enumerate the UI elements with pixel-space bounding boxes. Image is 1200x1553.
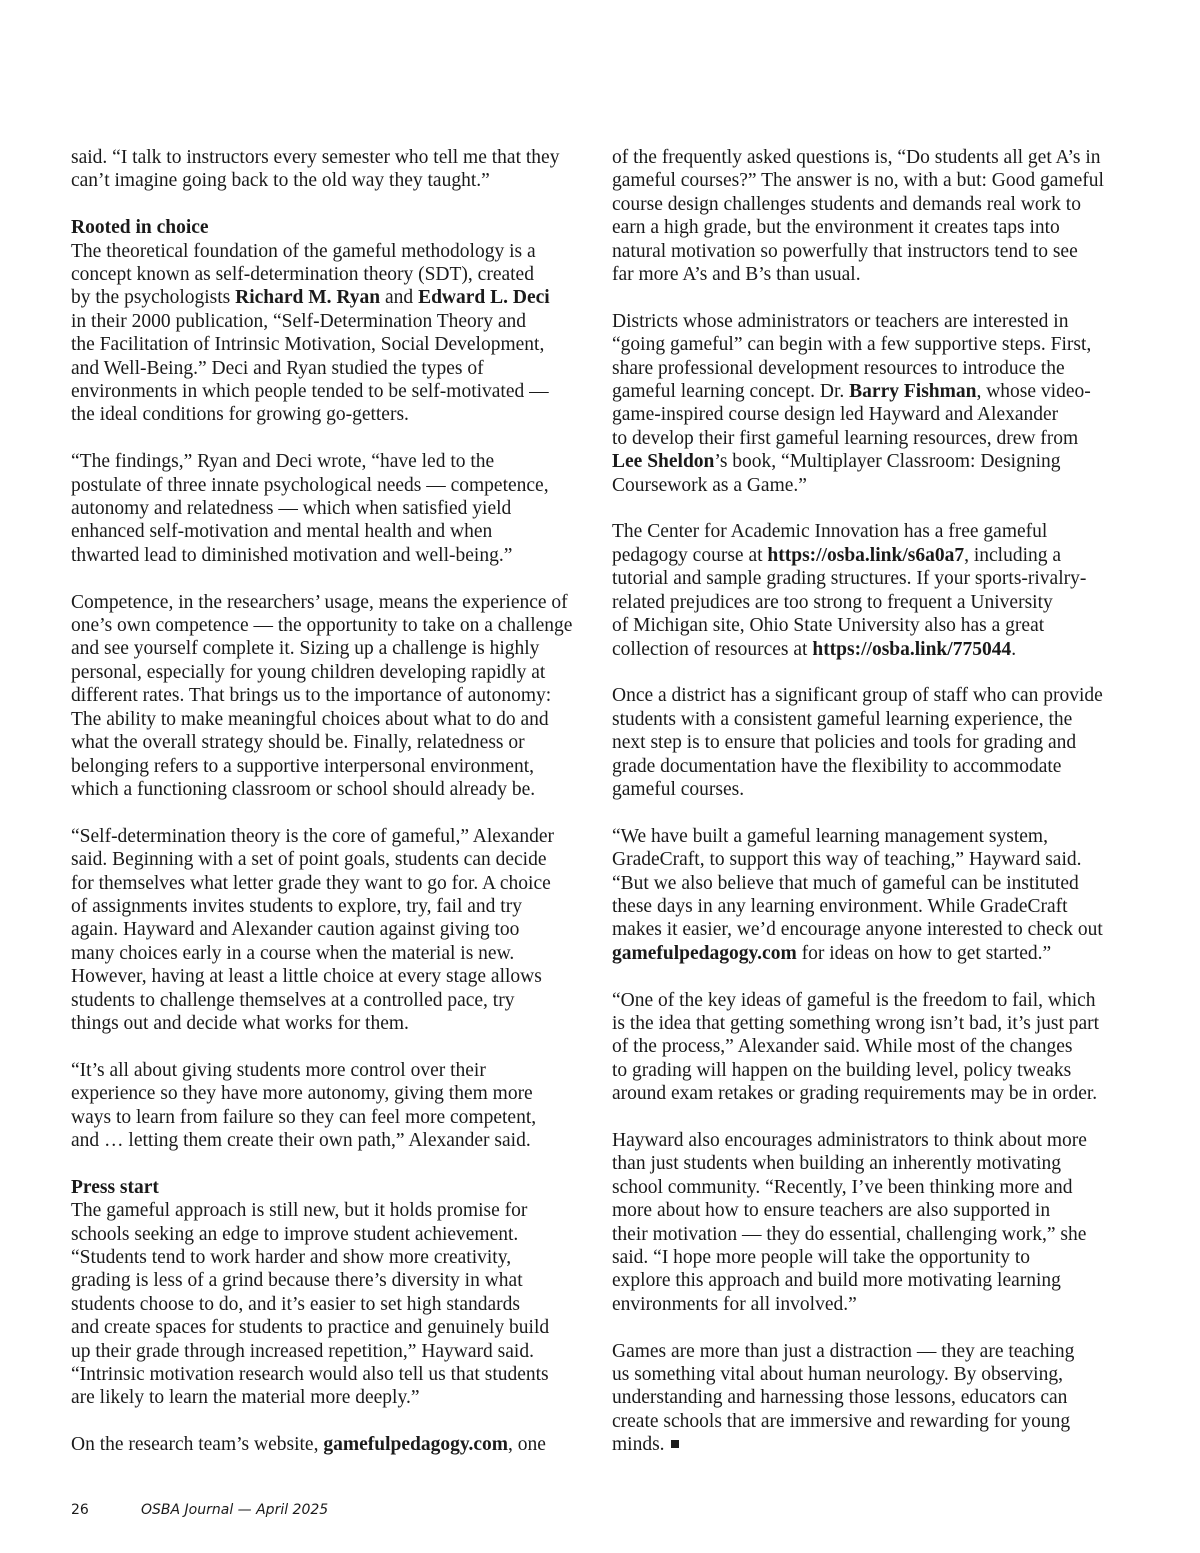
paragraph: The gameful approach is still new, but it holds promise for schools seeking an edge to improve student achievement. “Students tend to work harder and show more creativity, grading is less of a grind because there’s diversity in what students choose to do, and it’s easier to set high standards and create spaces for students to practice and genuinely build up their grade through increased repetition,” Hayward said. “Intrinsic motivation research would also tell us that students are likely to learn the material more deeply.” — [71, 1200, 550, 1409]
link-osba-s6a0a7: https://osba.link/s6a0a7 — [767, 544, 965, 566]
paragraph: Hayward also encourages administrators to think about more than just students when building an inherently motivating school community. “Recently, I’ve been thinking more and more about how to ensure teachers are also supported in their motivation — they do essential, challenging work,” she said. “I hope more people will take the opportunity to explore this approach and build more motivating learning environments for all involved.” — [612, 1129, 1087, 1315]
journal-title: OSBA Journal — April 2025 — [141, 1502, 329, 1518]
website-gamefulpedagogy: gamefulpedagogy.com — [612, 942, 797, 964]
end-of-article-icon — [671, 1440, 679, 1448]
right-column — [612, 146, 1134, 1457]
paragraph: “It’s all about giving students more control over their experience so they have more autonomy, giving them more ways to learn from failure so they can feel more competent, and … letting them create their own path,” Alexander said. — [71, 1059, 537, 1151]
paragraph: Districts whose administrators or teachers are interested in “going gameful” can begin with a few supportive steps. First, share professional development resources to introduce the gameful learning concept. Dr. Barry Fishman, whose video- game-inspired course design led Hayward and Alexander to develop their first gameful learning resources, drew from Lee Sheldon’s book, “Multiplayer Classroom: Designing Coursework as a Game.” — [612, 310, 1092, 496]
paragraph: of the frequently asked questions is, “Do students all get A’s in gameful courses?” The answer is no, with a but: Good gameful course design challenges students and demands real work to earn a high grade, but the environment it creates taps into natural motivation so powerfully that instructors tend to see far more A’s and B’s than usual. — [612, 147, 1104, 286]
paragraph: said. “I talk to instructors every semester who tell me that they can’t imagine going back to the old way they taught.” — [71, 147, 560, 192]
paragraph: Games are more than just a distraction — they are teaching us something vital about human neurology. By observing, understanding and harnessing those lessons, educators can create schools that are immersive and rewarding for young minds. — [612, 1340, 1075, 1456]
name-lee-sheldon: Lee Sheldon — [612, 451, 715, 473]
name-edward-deci: Edward L. Deci — [418, 287, 550, 309]
page-footer — [71, 1502, 328, 1518]
paragraph: “We have built a gameful learning management system, GradeCraft, to support this way of teaching,” Hayward said. “But we also believe that much of gameful can be instituted these days in any learning environment. While GradeCraft makes it easier, we’d encourage anyone interested to check out gamefulpedagogy.com for ideas on how to get started.” — [612, 825, 1103, 964]
name-barry-fishman: Barry Fishman — [849, 381, 977, 403]
paragraph: The Center for Academic Innovation has a free gameful pedagogy course at https://osba.link/s6a0a7, including a tutorial and sample grading structures. If your sports-rivalry- related prejudices are too strong to frequent a University of Michigan site, Ohio State University also has a great collection of resources at https://osba.link/775044. — [612, 521, 1087, 660]
website-gamefulpedagogy: gamefulpedagogy.com — [323, 1434, 509, 1456]
paragraph: “The findings,” Ryan and Deci wrote, “have led to the postulate of three innate psychological needs — competence, autonomy and relatedness — which when satisfied yield enhanced self-motivation and mental health and when thwarted lead to diminished motivation and well-being.” — [71, 451, 549, 566]
paragraph: “One of the key ideas of gameful is the freedom to fail, which is the idea that getting something wrong isn’t bad, it’s just part of the process,” Alexander said. While most of the changes to grading will happen on the building level, policy tweaks around exam retakes or grading requirements may be in order. — [612, 989, 1100, 1105]
section-heading-press-start: Press start — [71, 1176, 159, 1198]
paragraph: On the research team’s website, gamefulpedagogy.com, one — [71, 1434, 546, 1456]
left-column — [71, 146, 591, 1457]
paragraph: “Self-determination theory is the core of gameful,” Alexander said. Beginning with a set of point goals, students can decide for themselves what letter grade they want to go for. A choice of assignments invites students to explore, try, fail and try again. Hayward and Alexander caution against giving too many choices early in a course when the material is new. However, having at least a little choice at every stage allows students to challenge themselves at a controlled pace, try things out and decide what works for them. — [71, 825, 554, 1034]
paragraph: Competence, in the researchers’ usage, means the experience of one’s own competence — the opportunity to take on a challenge and see yourself complete it. Sizing up a challenge is highly personal, especially for young children developing rapidly at different rates. That brings us to the importance of autonomy: The ability to make meaningful choices about what to do and what the overall strategy should be. Finally, relatedness or belonging refers to a supportive interpersonal environment, which a functioning classroom or school should already be. — [71, 591, 573, 800]
name-richard-ryan: Richard M. Ryan — [235, 287, 381, 309]
paragraph: Once a district has a significant group of staff who can provide students with a consistent gameful learning experience, the next step is to ensure that policies and tools for grading and grade documentation have the flexibility to accommodate gameful courses. — [612, 685, 1103, 800]
page-number: 26 — [71, 1502, 89, 1518]
paragraph: The theoretical foundation of the gameful methodology is a concept known as self-determination theory (SDT), created by the psychologists Richard M. Ryan and Edward L. Deci in their 2000 publication, “Self-Determination Theory and the Facilitation of Intrinsic Motivation, Social Development, and Well-Being.” Deci and Ryan studied the types of environments in which people tended to be self-motivated — the ideal conditions for growing go-getters. — [71, 240, 550, 426]
section-heading-rooted-in-choice: Rooted in choice — [71, 217, 209, 239]
link-osba-775044: https://osba.link/775044 — [812, 638, 1012, 660]
